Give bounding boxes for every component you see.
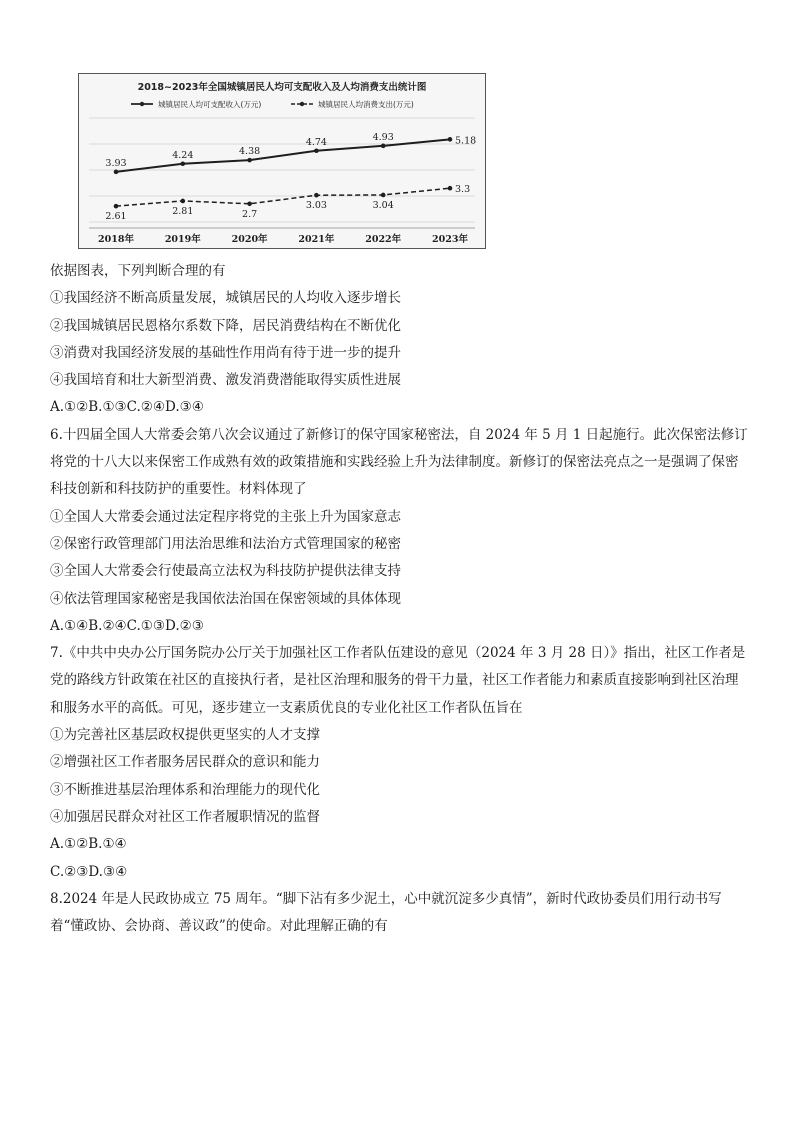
series-line-2 (116, 188, 450, 206)
q6-stem: 6.十四届全国人大常委会第八次会议通过了新修订的保守国家秘密法，自 2024 年 5 月 1 日起施行。此次保密法修订将党的十八大以来保密工作成熟有效的政策措施和实践经验上升为法律制度。新修订的保密法亮点之一是强调了保密科技创新和科技防护的重要性。材料体现了 (50, 426, 748, 498)
chart-legend (131, 99, 414, 109)
data-label-s2-5: 3.04 (372, 199, 394, 211)
x-tick-label-4: 2021年 (298, 234, 335, 245)
chart-x-axis (98, 233, 468, 245)
q7-stem: 7.《中共中央办公厅国务院办公厅关于加强社区工作者队伍建设的意见（2024 年 3 月 28 日）》指出，社区工作者是党的路线方针政策在社区的直接执行者，是社区治理和服务的骨干力量，社区工作者能力和素质直接影响到社区治理和服务水平的高低。可见，逐步建立一支素质优良的专业化社区工作者队伍旨在 (50, 645, 746, 716)
q6-option-2: ②保密行政管理部门用法治思维和法治方式管理国家的秘密 (50, 535, 401, 552)
data-label-s1-6: 5.18 (455, 135, 477, 147)
q7-option-2: ②增强社区工作者服务居民群众的意识和能力 (50, 754, 320, 771)
q7-option-1: ①为完善社区基层政权提供更坚实的人才支撑 (50, 727, 320, 744)
data-point-s2-4 (314, 193, 319, 198)
q6-answer-choices: A.①④B.②④C.①③D.②③ (50, 617, 204, 634)
chart-title: 2018~2023年全国城镇居民人均可支配收入及人均消费支出统计图 (137, 82, 427, 93)
data-point-s1-1 (114, 170, 119, 175)
legend-marker-2 (300, 102, 304, 106)
q5-option-1: ①我国经济不断高质量发展，城镇居民的人均收入逐步增长 (50, 290, 401, 307)
chart-figure (78, 73, 486, 249)
legend-label-2: 城镇居民人均消费支出(万元) (318, 100, 414, 109)
data-point-s1-6 (448, 137, 453, 142)
data-point-s1-5 (381, 144, 386, 149)
q6-option-1: ①全国人大常委会通过法定程序将党的主张上升为国家意志 (50, 508, 401, 525)
q7-option-3: ③不断推进基层治理体系和治理能力的现代化 (50, 781, 320, 798)
data-label-s2-3: 2.7 (242, 208, 258, 220)
q5-option-4: ④我国培育和壮大新型消费、激发消费潜能取得实质性进展 (50, 372, 401, 389)
data-point-s2-3 (247, 202, 252, 207)
x-tick-label-6: 2023年 (432, 234, 468, 245)
data-label-s2-2: 2.81 (172, 205, 194, 217)
q7-answer-choices-2: C.②③D.③④ (50, 863, 128, 880)
data-point-s2-1 (114, 204, 119, 209)
data-label-s2-6: 3.3 (455, 184, 471, 196)
q8-stem: 8.2024 年是人民政协成立 75 周年。“脚下沾有多少泥土，心中就沉淀多少真情”，新时代政协委员们用行动书写着“懂政协、会协商、善议政”的使命。对此理解正确的有 (50, 890, 722, 935)
x-tick-label-1: 2018年 (98, 234, 134, 245)
q5-option-2: ②我国城镇居民恩格尔系数下降，居民消费结构在不断优化 (50, 317, 401, 334)
q7-answer-choices-1: A.①②B.①④ (50, 836, 127, 853)
q6-option-3: ③全国人大常委会行使最高立法权为科技防护提供法律支持 (50, 563, 401, 580)
question-content (50, 258, 750, 940)
x-tick-label-5: 2022年 (365, 234, 402, 245)
q5-option-3: ③消费对我国经济发展的基础性作用尚有待于进一步的提升 (50, 344, 401, 361)
data-point-s2-6 (448, 186, 453, 191)
legend-marker-1 (140, 102, 144, 106)
data-label-s1-2: 4.24 (172, 149, 194, 161)
data-label-s1-5: 4.93 (372, 131, 394, 143)
data-label-s1-3: 4.38 (239, 146, 261, 158)
line-chart (79, 74, 485, 248)
q5-answer-choices: A.①②B.①③C.②④D.③④ (50, 399, 204, 416)
data-label-s2-1: 2.61 (105, 211, 127, 223)
x-tick-label-2: 2019年 (164, 234, 201, 245)
data-label-s2-4: 3.03 (305, 200, 327, 212)
q7-option-4: ④加强居民群众对社区工作者履职情况的监督 (50, 808, 320, 825)
data-point-s1-3 (247, 158, 252, 163)
chart-grid (89, 118, 475, 228)
legend-label-1: 城镇居民人均可支配收入(万元) (158, 100, 262, 109)
x-tick-label-3: 2020年 (231, 234, 268, 245)
data-point-s2-2 (181, 199, 186, 204)
chart-series (105, 132, 476, 222)
q5-stem: 依据图表，下列判断合理的有 (50, 263, 226, 279)
q6-option-4: ④依法管理国家秘密是我国依法治国在保密领域的具体体现 (50, 590, 401, 607)
data-label-s1-4: 4.74 (305, 136, 327, 148)
data-label-s1-1: 3.93 (105, 157, 127, 169)
data-point-s2-5 (381, 193, 386, 198)
data-point-s1-2 (181, 161, 186, 166)
data-point-s1-4 (314, 148, 319, 153)
